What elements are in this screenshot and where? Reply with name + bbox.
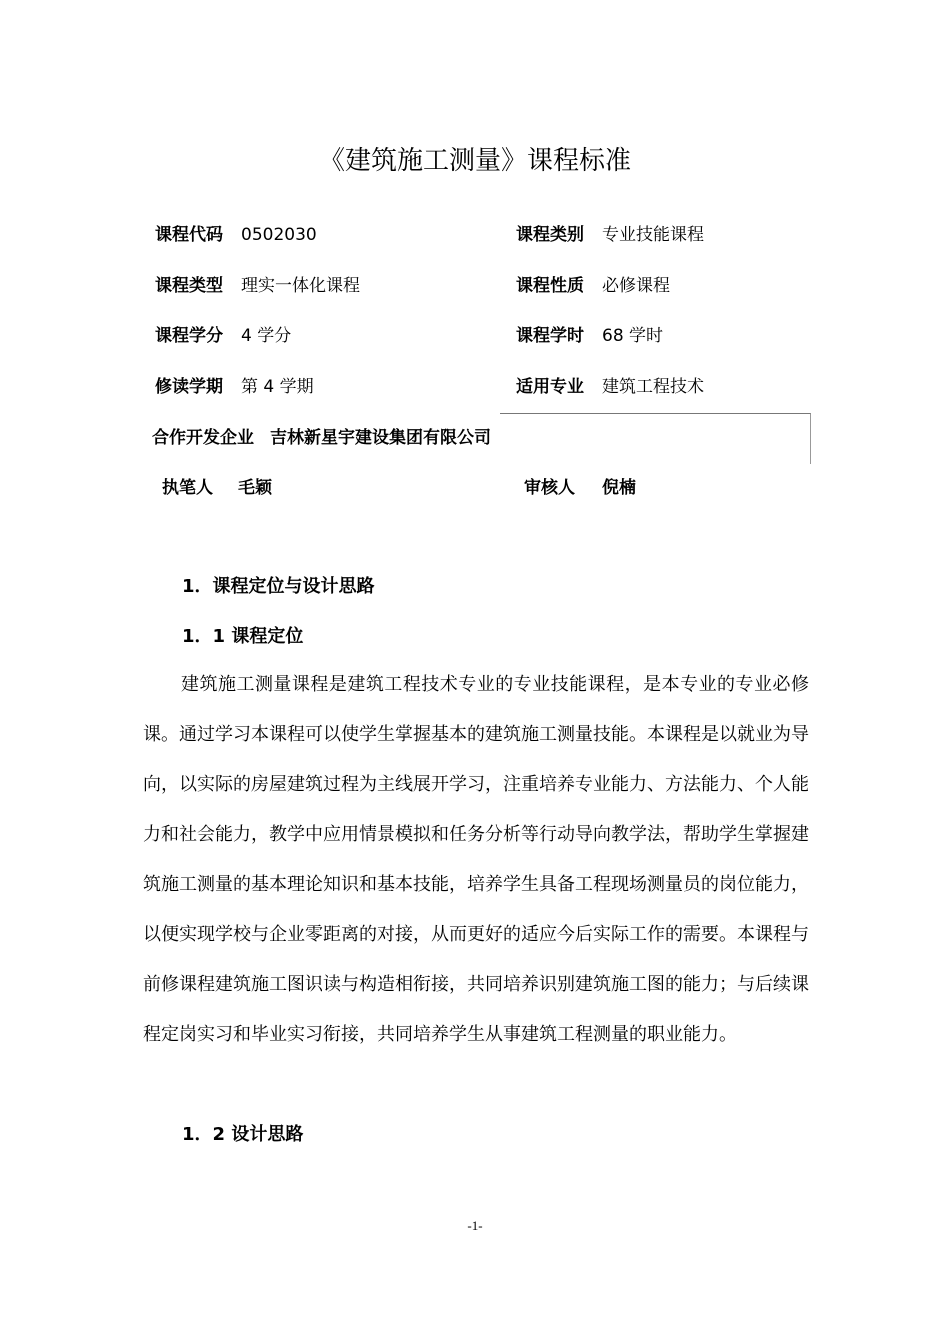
partner-label: 合作开发企业 — [152, 428, 254, 448]
info-row-semester — [0, 372, 950, 402]
course-type-value: 理实一体化课程 — [241, 276, 360, 296]
course-code-value: 0502030 — [241, 225, 317, 245]
reviewer-label: 审核人 — [524, 478, 575, 498]
course-nature-value: 必修课程 — [602, 276, 670, 296]
reviewer-value: 倪楠 — [602, 478, 636, 498]
hours-label: 课程学时 — [516, 326, 584, 346]
credits-value: 4 学分 — [241, 326, 292, 346]
course-category-label: 课程类别 — [516, 225, 584, 245]
semester-value: 第 4 学期 — [241, 377, 314, 397]
section-1-heading: 1．课程定位与设计思路 — [182, 576, 375, 597]
info-row-credits — [0, 321, 950, 351]
author-value: 毛颖 — [238, 478, 272, 498]
course-nature-label: 课程性质 — [516, 276, 584, 296]
course-code-label: 课程代码 — [155, 225, 223, 245]
course-category-value: 专业技能课程 — [602, 225, 704, 245]
major-label: 适用专业 — [516, 377, 584, 397]
course-type-label: 课程类型 — [155, 276, 223, 296]
section-1-1-paragraph: 建筑施工测量课程是建筑工程技术专业的专业技能课程，是本专业的专业必修课。通过学习本课程可以使学生掌握基本的建筑施工测量技能。本课程是以就业为导向，以实际的房屋建筑过程为主线展开学习，注重培养专业能力、方法能力、个人能力和社会能力，教学中应用情景模拟和任务分析等行动导向教学法，帮助学生掌握建筑施工测量的基本理论知识和基本技能，培养学生具备工程现场测量员的岗位能力，以便实现学校与企业零距离的对接，从而更好的适应今后实际工作的需要。本课程与前修课程建筑施工图识读与构造相衔接，共同培养识别建筑施工图的能力；与后续课程定岗实习和毕业实习衔接，共同培养学生从事建筑工程测量的职业能力。 — [143, 674, 809, 1045]
major-value: 建筑工程技术 — [602, 377, 704, 397]
info-row-partner — [0, 423, 950, 453]
section-1-1-heading: 1．1 课程定位 — [182, 626, 304, 647]
hours-value: 68 学时 — [602, 326, 664, 346]
semester-label: 修读学期 — [155, 377, 223, 397]
partner-value: 吉林新星宇建设集团有限公司 — [270, 428, 491, 448]
page-number: -1- — [467, 1218, 483, 1233]
author-label: 执笔人 — [162, 478, 213, 498]
info-row-code — [0, 220, 950, 250]
info-row-type — [0, 271, 950, 301]
info-row-author — [0, 473, 950, 503]
document-title: 《建筑施工测量》课程标准 — [318, 146, 631, 177]
credits-label: 课程学分 — [155, 326, 223, 346]
section-1-2-heading: 1．2 设计思路 — [182, 1124, 304, 1145]
